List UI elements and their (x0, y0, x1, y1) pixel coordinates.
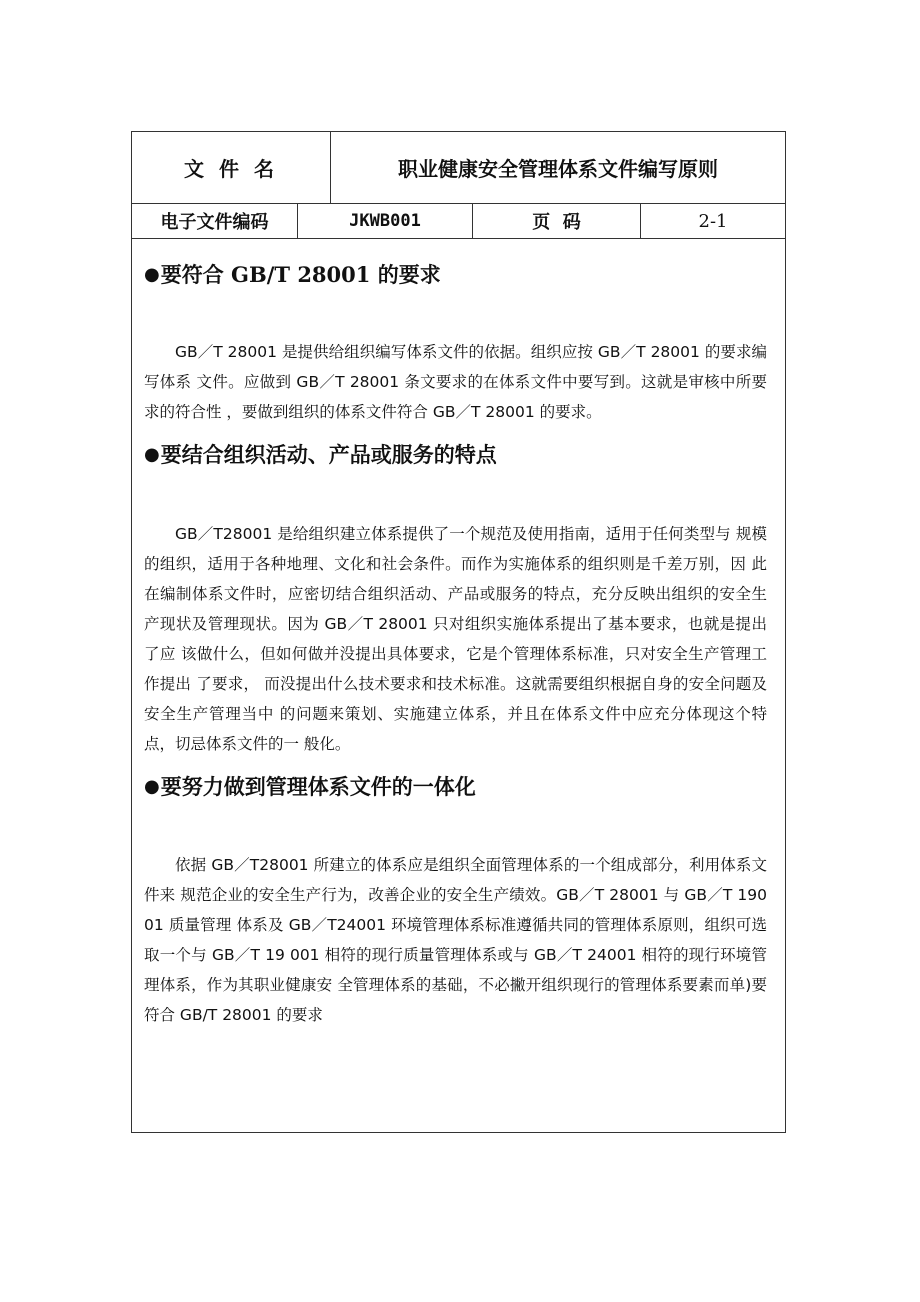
section-heading-text: 要努力做到管理体系文件的一体化 (160, 774, 476, 799)
section-paragraph: 依据 GB／T28001 所建立的体系应是组织全面管理体系的一个组成部分，利用体系文件来 规范企业的安全生产行为，改善企业的安全生产绩效。GB／T 28001 与 GB／T 19001 质量管理 体系及 GB／T24001 环境管理体系标准遵循共同的管理体系原则，组织可选取一个与 GB／T 19 001 相符的现行质量管理体系或与 GB／T 24001 相符的现行环境管理体系，作为其职业健康安 全管理体系的基础，不必撇开组织现行的管理体系要素而单)要符合 GB/T 28001 的要求 (144, 856, 767, 1024)
section-heading-text: 要符合 GB/T 28001 的要求 (160, 262, 441, 287)
code-value: JKWB001 (298, 204, 473, 238)
page-value: 2-1 (698, 210, 728, 232)
section-heading-text: 要结合组织活动、产品或服务的特点 (160, 442, 497, 467)
section-heading (144, 773, 767, 801)
document-title: 职业健康安全管理体系文件编写原则 (398, 157, 718, 181)
bullet-icon: ● (144, 264, 160, 285)
bullet-icon: ● (144, 444, 160, 465)
file-name-label: 文 件 名 (132, 132, 331, 203)
section-heading (144, 441, 767, 469)
code-label: 电子文件编码 (132, 204, 298, 238)
section-paragraph: GB／T28001 是给组织建立体系提供了一个规范及使用指南，适用于任何类型与 规模的组织，适用于各种地理、文化和社会条件。而作为实施体系的组织则是千差万别，因 此在编制体系文件时，应密切结合组织活动、产品或服务的特点，充分反映出组织的安全生 产现状及管理现状。因为 GB／T 28001 只对组织实施体系提出了基本要求，也就是提出了应 该做什么，但如何做并没提出具体要求，它是个管理体系标准，只对安全生产管理工作提出 了要求， 而没提出什么技术要求和技术标准。这就需要组织根据自身的安全问题及安全生产管理当中 的问题来策划、实施建立体系，并且在体系文件中应充分体现这个特点，切忌体系文件的一 般化。 (144, 525, 767, 753)
section-paragraph: GB／T 28001 是提供给组织编写体系文件的依据。组织应按 GB／T 28001 的要求编写体系 文件。应做到 GB／T 28001 条文要求的在体系文件中要写到。这就是审核中所要求的符合性 ，要做到组织的体系文件符合 GB／T 28001 的要求。 (144, 343, 767, 421)
page-label: 页 码 (473, 204, 641, 238)
document-form (131, 131, 786, 1133)
header-row-meta (132, 204, 785, 239)
section-heading (144, 261, 767, 289)
bullet-icon: ● (144, 776, 160, 797)
header-row-title (132, 132, 785, 204)
document-body (132, 261, 785, 1030)
